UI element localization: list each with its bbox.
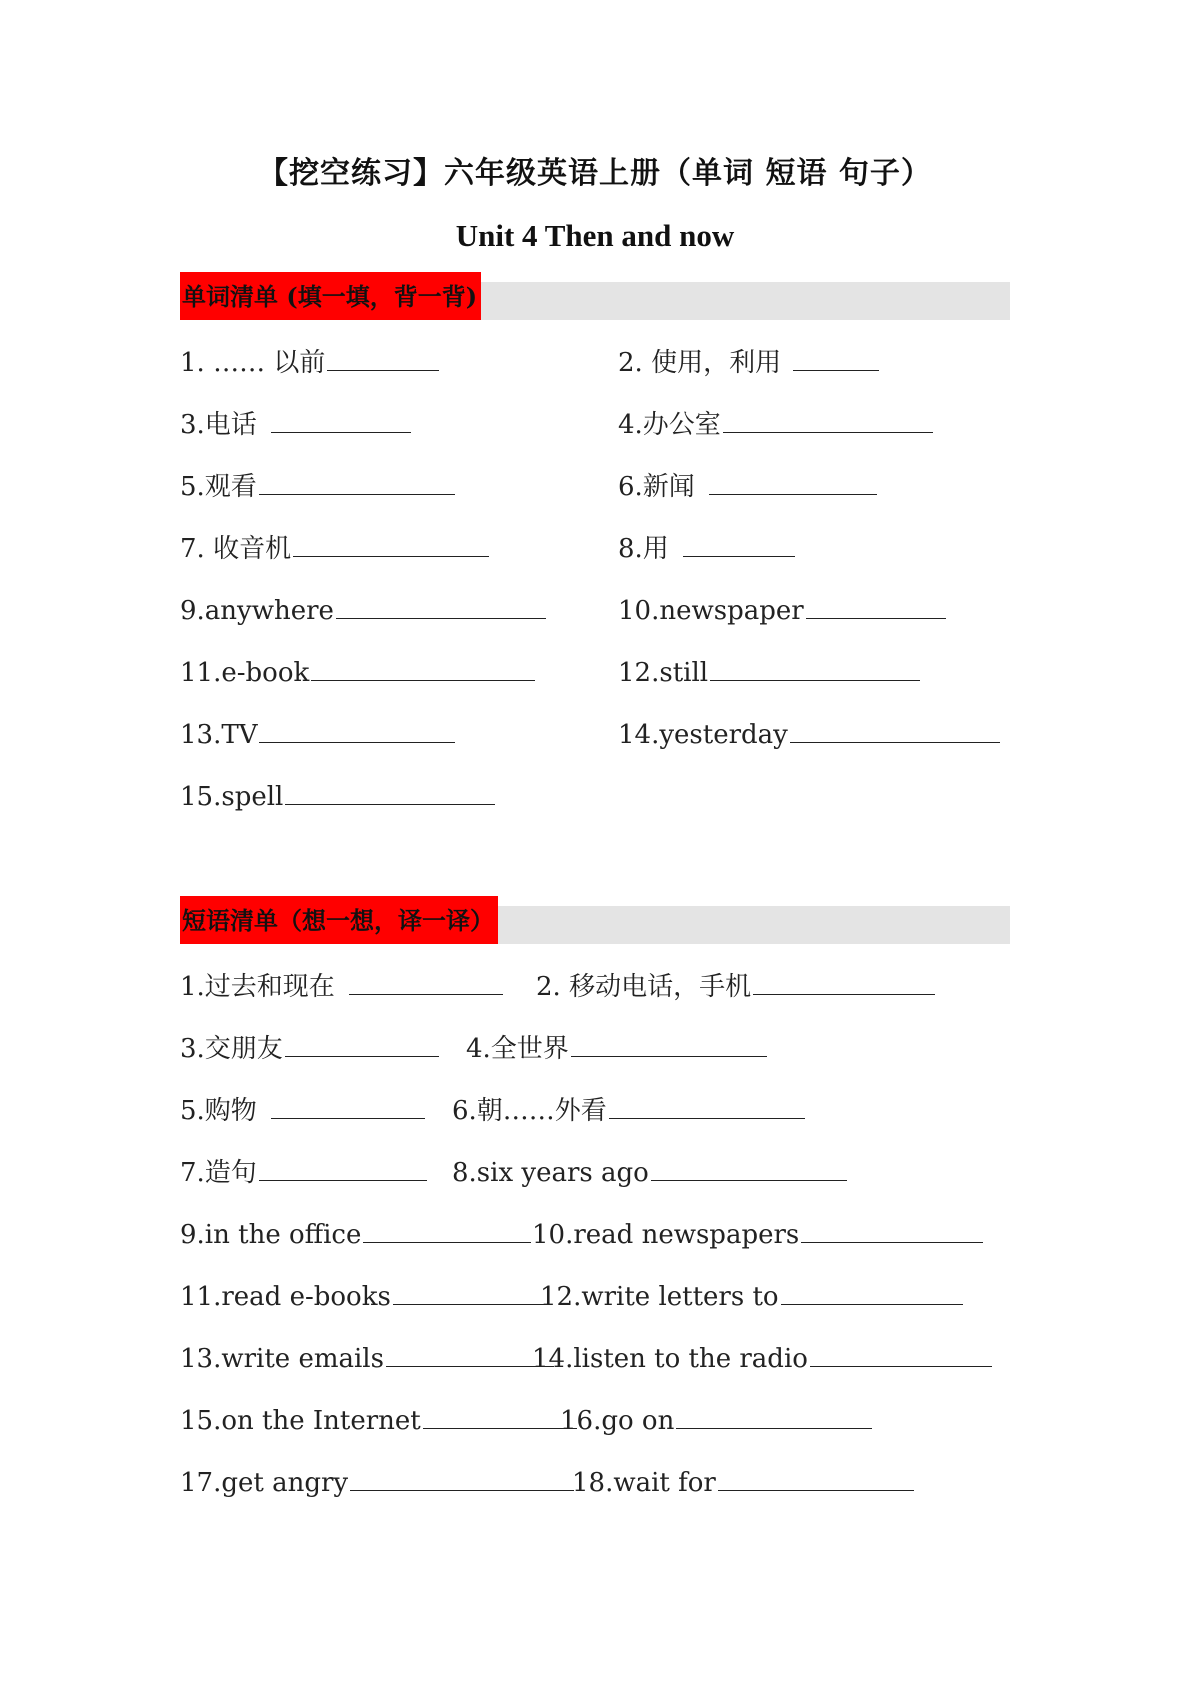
vocab-item: 6.新闻: [618, 470, 877, 504]
vocab-item: 1. …… 以前: [180, 346, 439, 380]
phrase-item: 15.on the Internet: [180, 1404, 577, 1438]
phrase-item: 11.read e-books: [180, 1280, 547, 1314]
phrase-item: 1.过去和现在: [180, 970, 503, 1004]
vocab-item: 13.TV: [180, 718, 455, 752]
phrase-item: 4.全世界: [466, 1032, 767, 1066]
vocab-item: 12.still: [618, 656, 920, 690]
vocab-item: 11.e-book: [180, 656, 535, 690]
phrase-item: 14.listen to the radio: [532, 1342, 992, 1376]
document-title: 【挖空练习】六年级英语上册（单词 短语 句子）: [258, 156, 932, 191]
phrase-item: 12.write letters to: [540, 1280, 963, 1314]
phrase-item: 6.朝……外看: [452, 1094, 805, 1128]
phrase-item: 13.write emails: [180, 1342, 554, 1376]
phrase-item: 17.get angry: [180, 1466, 574, 1500]
phrase-item: 3.交朋友: [180, 1032, 439, 1066]
phrase-item: 16.go on: [560, 1404, 872, 1438]
phrase-section-heading: 短语清单（想一想，译一译）: [180, 896, 498, 944]
vocab-item: 7. 收音机: [180, 532, 489, 566]
phrase-section-bar: [180, 906, 1010, 944]
vocab-section-heading: 单词清单 (填一填，背一背): [180, 272, 481, 320]
vocab-item: 15.spell: [180, 780, 495, 814]
phrase-item: 2. 移动电话，手机: [536, 970, 935, 1004]
vocab-item: 9.anywhere: [180, 594, 546, 628]
vocab-item: 8.用: [618, 532, 795, 566]
vocab-item: 5.观看: [180, 470, 455, 504]
vocab-item: 14.yesterday: [618, 718, 1000, 752]
unit-subtitle: Unit 4 Then and now: [455, 218, 735, 253]
vocab-item: 2. 使用，利用: [618, 346, 879, 380]
phrase-item: 8.six years ago: [452, 1156, 847, 1190]
vocab-item: 10.newspaper: [618, 594, 946, 628]
vocab-item: 4.办公室: [618, 408, 933, 442]
phrase-item: 9.in the office: [180, 1218, 531, 1252]
phrase-item: 7.造句: [180, 1156, 427, 1190]
phrase-item: 5.购物: [180, 1094, 425, 1128]
phrase-item: 10.read newspapers: [532, 1218, 983, 1252]
phrase-item: 18.wait for: [572, 1466, 914, 1500]
vocab-item: 3.电话: [180, 408, 411, 442]
vocab-section-bar: [180, 282, 1010, 320]
